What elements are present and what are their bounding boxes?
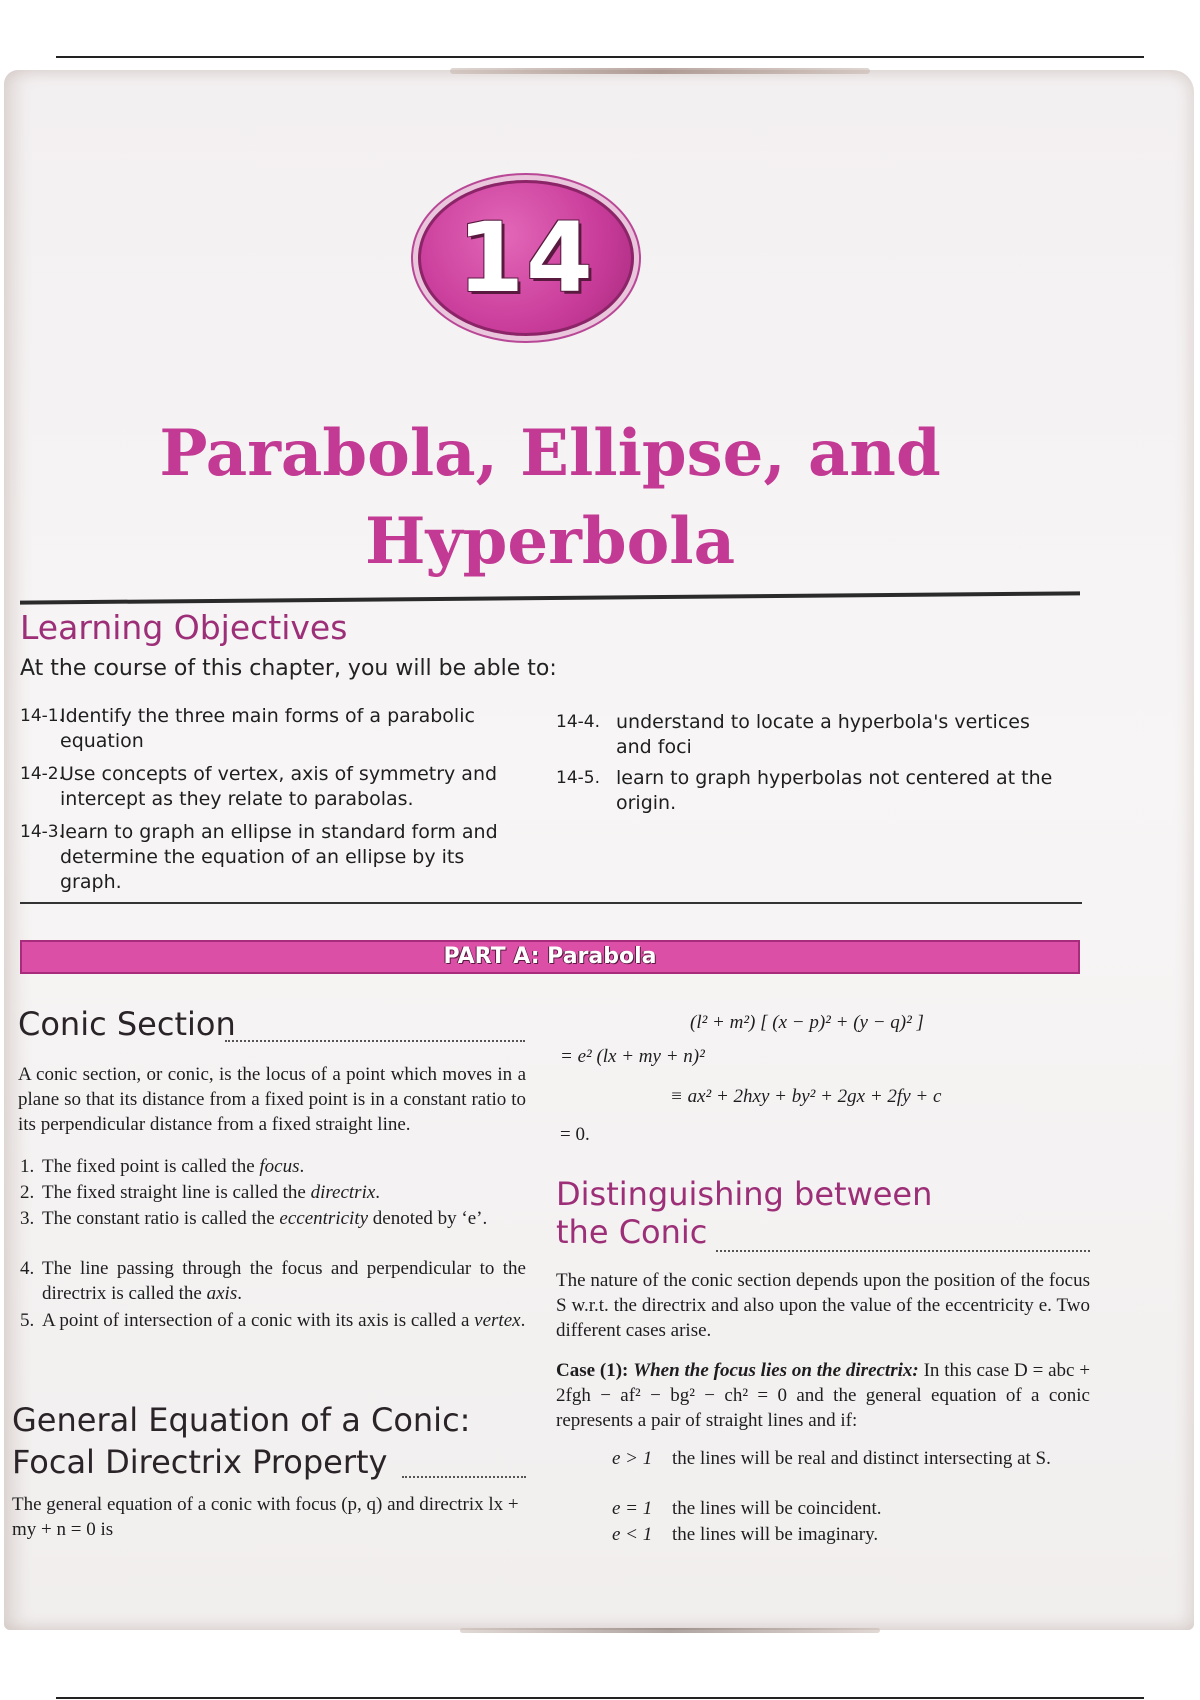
case-text: In this case D = abc + 2fgh − af² − bg² − ch² = 0 and the general equation of a conic represents a pair of straight lines and if: — [556, 1360, 1091, 1431]
case-condition: When the focus lies on the directrix: — [633, 1360, 919, 1381]
list-text: The constant ratio is called the — [42, 1208, 280, 1229]
part-a-banner: PART A: Parabola — [20, 940, 1080, 974]
page-edge-top — [450, 68, 870, 74]
list-item — [20, 1206, 526, 1231]
list-number: 4. — [20, 1258, 35, 1279]
equation-line: = e² (lx + my + n)² — [560, 1046, 705, 1067]
objective-number: 14-3. — [20, 822, 64, 842]
objective-number: 14-1. — [20, 706, 64, 726]
chapter-number: 14 — [457, 202, 595, 314]
list-text-end: . — [299, 1156, 305, 1177]
condition-text: the lines will be real and distinct intersecting at S. — [672, 1448, 1051, 1469]
list-item — [20, 1308, 526, 1333]
learning-objectives-heading: Learning Objectives — [20, 608, 348, 647]
eccentricity-condition — [612, 1522, 1092, 1547]
list-number: 1. — [20, 1156, 35, 1177]
list-item — [20, 1154, 526, 1179]
eccentricity-condition — [612, 1496, 1092, 1521]
list-number: 2. — [20, 1182, 35, 1203]
equation-line: (l² + m²) [ (x − p)² + (y − q)² ] — [690, 1012, 924, 1033]
general-equation-heading-line2: Focal Directrix Property — [12, 1443, 388, 1481]
objective-item — [20, 704, 510, 754]
equation-line: ≡ ax² + 2hxy + by² + 2gx + 2fy + c — [670, 1086, 942, 1107]
list-term: eccentricity — [279, 1208, 369, 1229]
list-text-end: denoted by ‘e’. — [368, 1208, 488, 1229]
heading-dotted-leader — [716, 1250, 1090, 1252]
objective-text: Identify the three main forms of a parabolic equation — [60, 705, 475, 752]
objectives-divider — [20, 902, 1082, 904]
general-equation-text: The general equation of a conic with focus (p, q) and directrix lx + my + n = 0 is — [12, 1494, 519, 1540]
list-text: The fixed point is called the — [42, 1156, 260, 1177]
bottom-border-line — [56, 1697, 1144, 1699]
list-term: vertex — [474, 1310, 521, 1331]
equation-line: = 0. — [560, 1124, 590, 1145]
list-text: The line passing through the focus and perpendicular to the directrix is called the — [42, 1258, 526, 1304]
case-label: Case (1): — [556, 1360, 629, 1381]
page-edge-bottom — [460, 1628, 880, 1633]
distinguishing-text: The nature of the conic section depends upon the position of the focus S w.r.t. the directrix and also upon the value of the eccentricity e. Two different cases arise. — [556, 1270, 1090, 1341]
list-item — [20, 1180, 526, 1205]
list-number: 5. — [20, 1310, 35, 1331]
top-border-line — [56, 56, 1144, 58]
list-text: The fixed straight line is called the — [42, 1182, 311, 1203]
distinguishing-heading-line1: Distinguishing between — [556, 1175, 933, 1213]
list-term: focus — [259, 1156, 300, 1177]
condition-symbol: e = 1 — [612, 1498, 653, 1519]
list-number: 3. — [20, 1208, 35, 1229]
heading-dotted-leader — [402, 1476, 526, 1478]
list-text: A point of intersection of a conic with its axis is called a — [42, 1310, 475, 1331]
conic-section-heading: Conic Section — [18, 1005, 236, 1043]
distinguishing-heading-line2: the Conic — [556, 1213, 708, 1251]
chapter-title — [60, 410, 1040, 586]
condition-text: the lines will be coincident. — [672, 1498, 882, 1519]
objective-number: 14-2. — [20, 764, 64, 784]
condition-symbol: e > 1 — [612, 1448, 653, 1469]
heading-dotted-leader — [225, 1040, 525, 1042]
general-equation-heading-line1: General Equation of a Conic: — [12, 1401, 471, 1439]
list-text-end: . — [237, 1283, 242, 1304]
list-text-end: . — [375, 1182, 381, 1203]
list-text-end: . — [520, 1310, 526, 1331]
learning-objectives-intro: At the course of this chapter, you will be able to: — [20, 656, 557, 681]
objective-number: 14-4. — [556, 712, 600, 732]
objective-item — [556, 766, 1076, 816]
objective-text: Use concepts of vertex, axis of symmetry and intercept as they relate to parabolas. — [60, 763, 498, 810]
conic-definition: A conic section, or conic, is the locus of a point which moves in a plane so that its distance from a fixed point is in a constant ratio to its perpendicular distance from a fixed straight line. — [18, 1064, 526, 1135]
objective-text: learn to graph an ellipse in standard form and determine the equation of an ellipse by its graph. — [60, 821, 498, 893]
objective-text: understand to locate a hyperbola's vertices and foci — [616, 711, 1030, 758]
condition-symbol: e < 1 — [612, 1524, 653, 1545]
objective-item — [556, 710, 1056, 760]
condition-text: the lines will be imaginary. — [672, 1524, 879, 1545]
chapter-number-badge — [418, 180, 634, 336]
eccentricity-condition — [612, 1446, 1092, 1471]
objective-number: 14-5. — [556, 768, 600, 788]
objective-item — [20, 762, 520, 812]
objective-item — [20, 820, 530, 895]
list-item — [20, 1256, 526, 1306]
list-term: axis — [206, 1283, 238, 1304]
chapter-title-line1: Parabola, Ellipse, and — [159, 416, 941, 491]
chapter-title-line2: Hyperbola — [364, 504, 736, 579]
list-term: directrix — [310, 1182, 376, 1203]
objective-text: learn to graph hyperbolas not centered at the origin. — [616, 767, 1053, 814]
case-1-paragraph — [556, 1358, 1090, 1433]
